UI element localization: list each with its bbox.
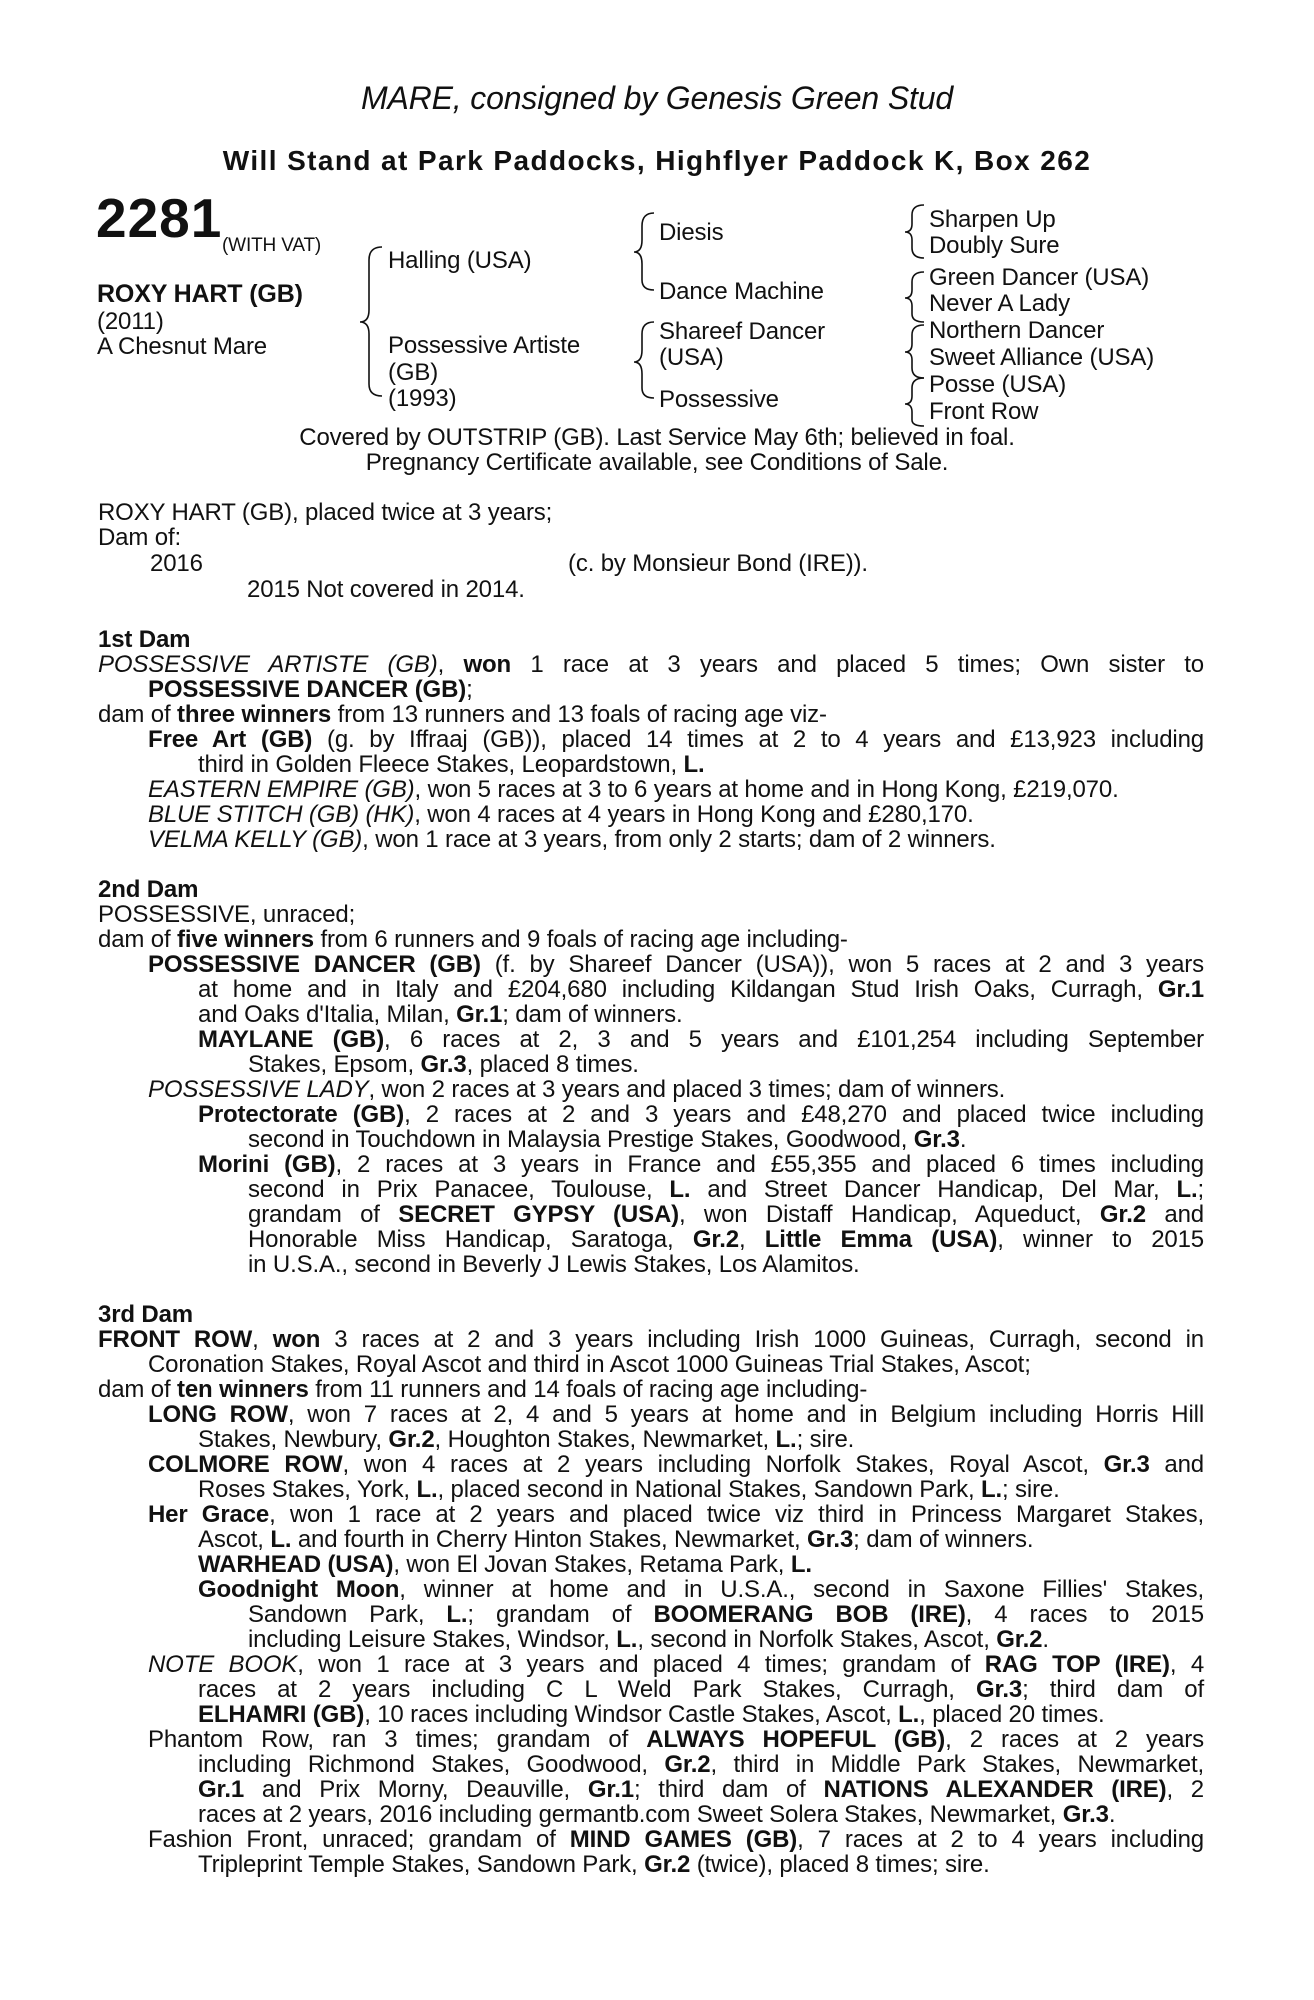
pedigree-dam-dam: Possessive [659, 386, 779, 413]
second-dam-heading: 2nd Dam [98, 876, 199, 903]
second-dam-line-14: Honorable Miss Handicap, Saratoga, Gr.2, Little Emma (USA), winner to 2015 [248, 1226, 1204, 1253]
third-dam-heading: 3rd Dam [98, 1301, 193, 1328]
pregnancy-note: Pregnancy Certificate available, see Conditions of Sale. [365, 449, 949, 476]
pedigree-g3-8: Front Row [929, 398, 1039, 425]
first-dam-line-5: third in Golden Fleece Stakes, Leopardstown, L. [198, 751, 705, 778]
produce-note: 2015 Not covered in 2014. [247, 576, 525, 603]
lot-number: 2281 [96, 187, 223, 249]
pedigree-dam-line-3: (1993) [388, 385, 457, 412]
pedigree-sire: Halling (USA) [388, 247, 532, 274]
produce-summary: ROXY HART (GB), placed twice at 3 years; [98, 499, 553, 526]
third-dam-line-18: including Richmond Stakes, Goodwood, Gr.2, third in Middle Park Stakes, Newmarket, [198, 1751, 1204, 1778]
third-dam-line-10: WARHEAD (USA), won El Jovan Stakes, Retama Park, L. [198, 1551, 812, 1578]
covering-note: Covered by OUTSTRIP (GB). Last Service May 6th; believed in foal. [299, 424, 1015, 451]
second-dam-line-9: Protectorate (GB), 2 races at 2 and 3 years and £48,270 and placed twice including [198, 1101, 1204, 1128]
second-dam-line-11: Morini (GB), 2 races at 3 years in France and £55,355 and placed 6 times including [198, 1151, 1204, 1178]
second-dam-line-5: and Oaks d'Italia, Milan, Gr.1; dam of winners. [198, 1001, 683, 1028]
second-dam-line-3: POSSESSIVE DANCER (GB) (f. by Shareef Dancer (USA)), won 5 races at 2 and 3 years [148, 951, 1204, 978]
second-dam-line-6: MAYLANE (GB), 6 races at 2, 3 and 5 years and £101,254 including September [198, 1026, 1204, 1053]
third-dam-line-4: LONG ROW, won 7 races at 2, 4 and 5 years at home and in Belgium including Horris Hill [148, 1401, 1205, 1428]
foaling-year: (2011) [97, 308, 164, 335]
pedigree-dam-sire-line-2: (USA) [659, 344, 724, 371]
pedigree-dam-line-1: Possessive Artiste [388, 332, 581, 359]
third-dam-line-19: Gr.1 and Prix Morny, Deauville, Gr.1; third dam of NATIONS ALEXANDER (IRE), 2 [198, 1776, 1205, 1803]
horse-description: A Chesnut Mare [97, 333, 267, 360]
third-dam-line-13: including Leisure Stakes, Windsor, L., second in Norfolk Stakes, Ascot, Gr.2. [248, 1626, 1049, 1653]
horse-name: ROXY HART (GB) [97, 280, 303, 308]
page-title: MARE, consigned by Genesis Green Stud [360, 80, 954, 116]
third-dam-line-17: Phantom Row, ran 3 times; grandam of ALWAYS HOPEFUL (GB), 2 races at 2 years [148, 1726, 1204, 1753]
pedigree-g3-5: Northern Dancer [929, 317, 1105, 344]
pedigree-g3-7: Posse (USA) [929, 371, 1067, 398]
second-dam-line-10: second in Touchdown in Malaysia Prestige Stakes, Goodwood, Gr.3. [248, 1126, 967, 1153]
first-dam-line-1: POSSESSIVE ARTISTE (GB), won 1 race at 3 years and placed 5 times; Own sister to [98, 651, 1204, 678]
pedigree-g3-2: Doubly Sure [929, 232, 1060, 259]
first-dam-line-2: POSSESSIVE DANCER (GB); [148, 676, 473, 703]
second-dam-line-4: at home and in Italy and £204,680 including Kildangan Stud Irish Oaks, Curragh, Gr.1 [198, 976, 1204, 1003]
produce-foal: (c. by Monsieur Bond (IRE)). [568, 550, 868, 577]
produce-year: 2016 [150, 550, 203, 577]
pedigree-sire-dam: Dance Machine [659, 278, 824, 305]
first-dam-line-7: BLUE STITCH (GB) (HK), won 4 races at 4 years in Hong Kong and £280,170. [148, 801, 974, 828]
third-dam-line-22: Tripleprint Temple Stakes, Sandown Park, Gr.2 (twice), placed 8 times; sire. [198, 1851, 990, 1878]
third-dam-line-12: Sandown Park, L.; grandam of BOOMERANG BOB (IRE), 4 races to 2015 [248, 1601, 1204, 1628]
third-dam-line-7: Roses Stakes, York, L., placed second in National Stakes, Sandown Park, L.; sire. [198, 1476, 1060, 1503]
pedigree-g3-4: Never A Lady [929, 290, 1070, 317]
third-dam-line-5: Stakes, Newbury, Gr.2, Houghton Stakes, Newmarket, L.; sire. [198, 1426, 855, 1453]
third-dam-line-14: NOTE BOOK, won 1 race at 3 years and placed 4 times; grandam of RAG TOP (IRE), 4 [148, 1651, 1205, 1678]
pedigree-sire-sire: Diesis [659, 219, 724, 246]
third-dam-line-20: races at 2 years, 2016 including germantb.com Sweet Solera Stakes, Newmarket, Gr.3. [198, 1801, 1116, 1828]
third-dam-line-15: races at 2 years including C L Weld Park Stakes, Curragh, Gr.3; third dam of [198, 1676, 1205, 1703]
stabling-location: Will Stand at Park Paddocks, Highflyer Paddock K, Box 262 [222, 145, 1092, 176]
second-dam-line-8: POSSESSIVE LADY, won 2 races at 3 years and placed 3 times; dam of winners. [148, 1076, 1006, 1103]
third-dam-line-21: Fashion Front, unraced; grandam of MIND GAMES (GB), 7 races at 2 to 4 years including [148, 1826, 1205, 1853]
dam-of-label: Dam of: [98, 524, 181, 551]
third-dam-line-8: Her Grace, won 1 race at 2 years and placed twice viz third in Princess Margaret Stakes, [148, 1501, 1205, 1528]
second-dam-line-13: grandam of SECRET GYPSY (USA), won Distaff Handicap, Aqueduct, Gr.2 and [248, 1201, 1204, 1228]
third-dam-line-11: Goodnight Moon, winner at home and in U.S.A., second in Saxone Fillies' Stakes, [198, 1576, 1204, 1603]
vat-label: (WITH VAT) [222, 235, 322, 256]
pedigree-g3-6: Sweet Alliance (USA) [929, 344, 1155, 371]
first-dam-line-8: VELMA KELLY (GB), won 1 race at 3 years, from only 2 starts; dam of 2 winners. [148, 826, 996, 853]
second-dam-line-7: Stakes, Epsom, Gr.3, placed 8 times. [248, 1051, 639, 1078]
first-dam-line-4: Free Art (GB) (g. by Iffraaj (GB)), placed 14 times at 2 to 4 years and £13,923 including [148, 726, 1204, 753]
second-dam-line-12: second in Prix Panacee, Toulouse, L. and Street Dancer Handicap, Del Mar, L.; [248, 1176, 1204, 1203]
third-dam-line-16: ELHAMRI (GB), 10 races including Windsor Castle Stakes, Ascot, L., placed 20 times. [198, 1701, 1105, 1728]
second-dam-line-2: dam of five winners from 6 runners and 9 foals of racing age including- [98, 926, 848, 953]
pedigree-dam-sire-line-1: Shareef Dancer [659, 318, 825, 345]
third-dam-line-6: COLMORE ROW, won 4 races at 2 years including Norfolk Stakes, Royal Ascot, Gr.3 and [148, 1451, 1204, 1478]
first-dam-heading: 1st Dam [98, 626, 191, 653]
second-dam-line-1: POSSESSIVE, unraced; [98, 901, 356, 928]
second-dam-line-15: in U.S.A., second in Beverly J Lewis Stakes, Los Alamitos. [248, 1251, 860, 1278]
pedigree-g3-3: Green Dancer (USA) [929, 264, 1150, 291]
third-dam-line-9: Ascot, L. and fourth in Cherry Hinton Stakes, Newmarket, Gr.3; dam of winners. [198, 1526, 1034, 1553]
third-dam-line-3: dam of ten winners from 11 runners and 14 foals of racing age including- [98, 1376, 868, 1403]
first-dam-line-3: dam of three winners from 13 runners and 13 foals of racing age viz- [98, 701, 827, 728]
third-dam-line-2: Coronation Stakes, Royal Ascot and third in Ascot 1000 Guineas Trial Stakes, Ascot; [148, 1351, 1031, 1378]
third-dam-line-1: FRONT ROW, won 3 races at 2 and 3 years including Irish 1000 Guineas, Curragh, second in [98, 1326, 1205, 1353]
pedigree-g3-1: Sharpen Up [929, 206, 1056, 233]
pedigree-brackets [0, 0, 1314, 440]
first-dam-line-6: EASTERN EMPIRE (GB), won 5 races at 3 to 6 years at home and in Hong Kong, £219,070. [148, 776, 1119, 803]
pedigree-dam-line-2: (GB) [388, 359, 439, 386]
